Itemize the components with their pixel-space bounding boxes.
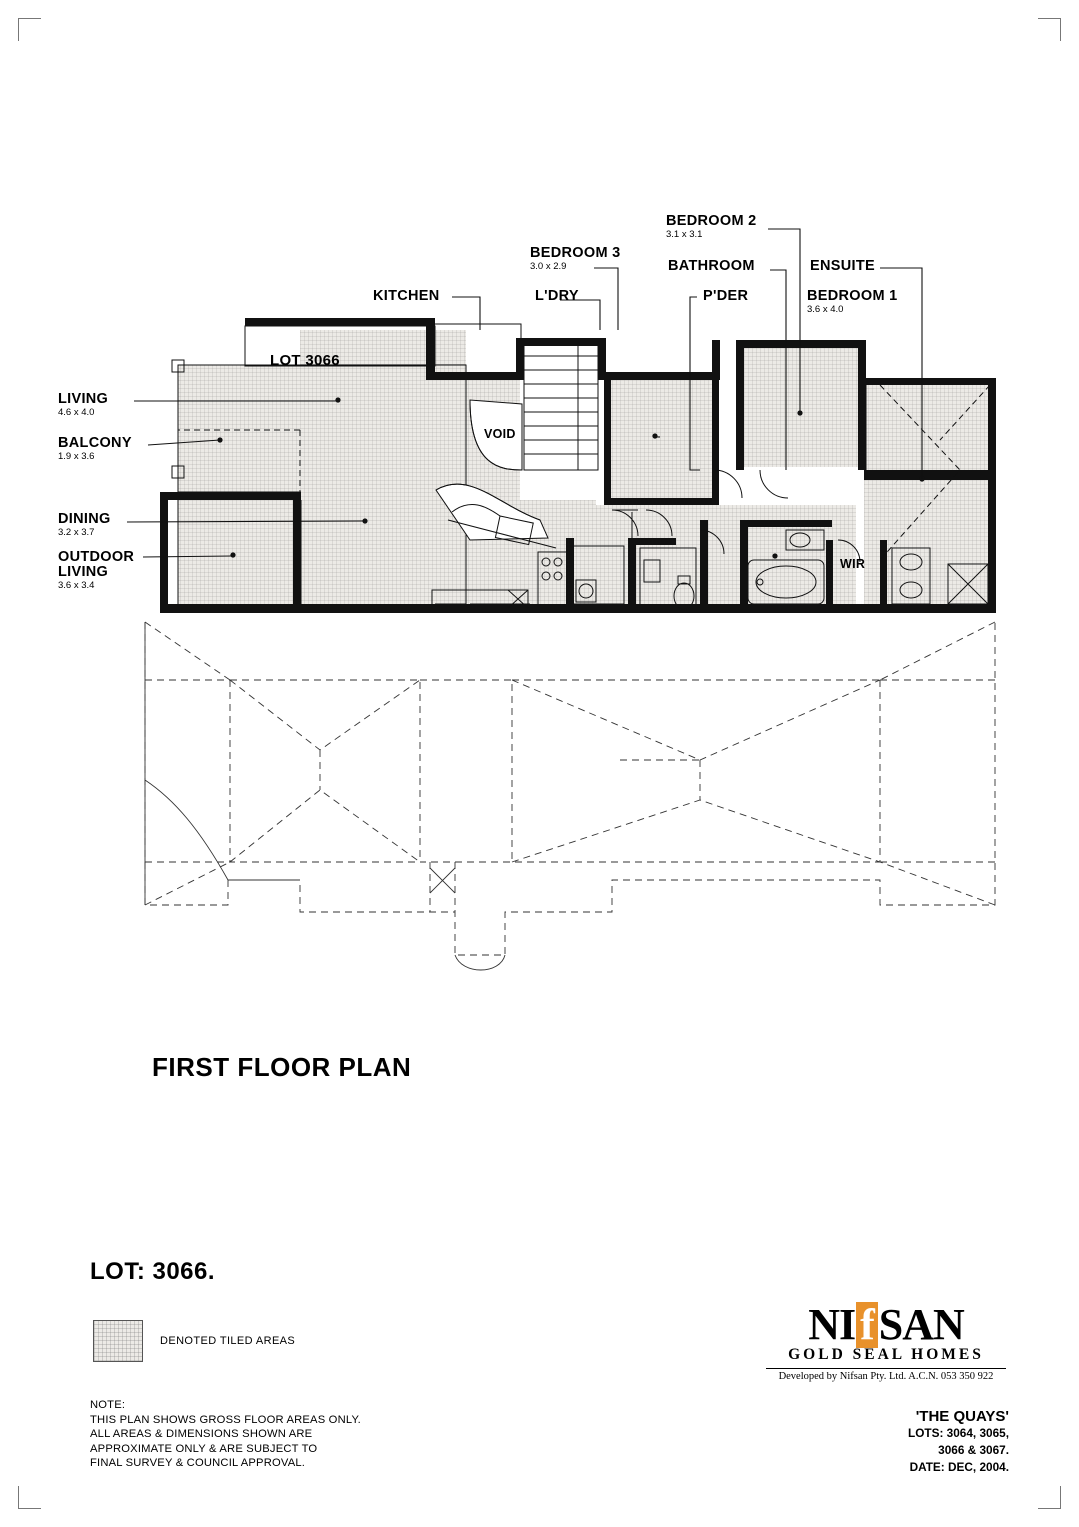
- room-label-powder: P'DER: [703, 288, 749, 304]
- crop-mark-bottom-right: [1038, 1486, 1061, 1509]
- logo-name-left: NI: [808, 1300, 856, 1349]
- lot-heading: LOT: 3066.: [90, 1258, 216, 1285]
- room-label-dining: DINING 3.2 x 3.7: [58, 511, 111, 538]
- room-label-bedroom-3: BEDROOM 3 3.0 x 2.9: [530, 245, 621, 272]
- project-info: [908, 1408, 1009, 1476]
- project-lots-line-2: 3066 & 3067.: [938, 1443, 1009, 1457]
- room-label-wir: WIR: [840, 557, 866, 571]
- page-title: FIRST FLOOR PLAN: [152, 1052, 412, 1082]
- room-label-ensuite: ENSUITE: [810, 258, 875, 274]
- logo-developer-line: Developed by Nifsan Pty. Ltd. A.C.N. 053 350 922: [766, 1368, 1006, 1382]
- note-line-3: APPROXIMATE ONLY & ARE SUBJECT TO: [90, 1442, 318, 1455]
- room-label-laundry: L'DRY: [535, 288, 579, 304]
- logo-wordmark: [766, 1302, 1006, 1348]
- logo-tagline: GOLD SEAL HOMES: [788, 1346, 984, 1363]
- project-name: 'THE QUAYS': [915, 1408, 1009, 1425]
- room-label-bedroom-2: BEDROOM 2 3.1 x 3.1: [666, 213, 757, 240]
- plan-lot-label: LOT 3066: [270, 352, 340, 369]
- room-label-balcony: BALCONY 1.9 x 3.6: [58, 435, 132, 462]
- room-label-bathroom: BATHROOM: [668, 258, 755, 274]
- logo-name-right: SAN: [878, 1300, 964, 1349]
- room-label-bedroom-1: BEDROOM 1 3.6 x 4.0: [807, 288, 898, 315]
- crop-mark-bottom-left: [18, 1486, 41, 1509]
- project-lots-line-1: LOTS: 3064, 3065,: [908, 1426, 1009, 1440]
- note-title: NOTE:: [90, 1399, 126, 1411]
- note-line-2: ALL AREAS & DIMENSIONS SHOWN ARE: [90, 1428, 313, 1441]
- logo-f-badge: f: [856, 1302, 878, 1348]
- room-label-kitchen: KITCHEN: [373, 288, 440, 304]
- nifsan-logo: [766, 1302, 1006, 1382]
- tiled-area-label: DENOTED TILED AREAS: [160, 1335, 296, 1347]
- project-date: DATE: DEC, 2004.: [909, 1460, 1009, 1474]
- note-line-4: FINAL SURVEY & COUNCIL APPROVAL.: [90, 1457, 306, 1470]
- disclaimer-note: [90, 1398, 361, 1471]
- note-line-1: THIS PLAN SHOWS GROSS FLOOR AREAS ONLY.: [90, 1413, 361, 1426]
- room-label-void: VOID: [484, 427, 516, 441]
- tiled-area-swatch: [93, 1320, 143, 1362]
- room-label-living: LIVING 4.6 x 4.0: [58, 391, 109, 418]
- room-label-outdoor-living: OUTDOOR LIVING 3.6 x 3.4: [58, 549, 135, 591]
